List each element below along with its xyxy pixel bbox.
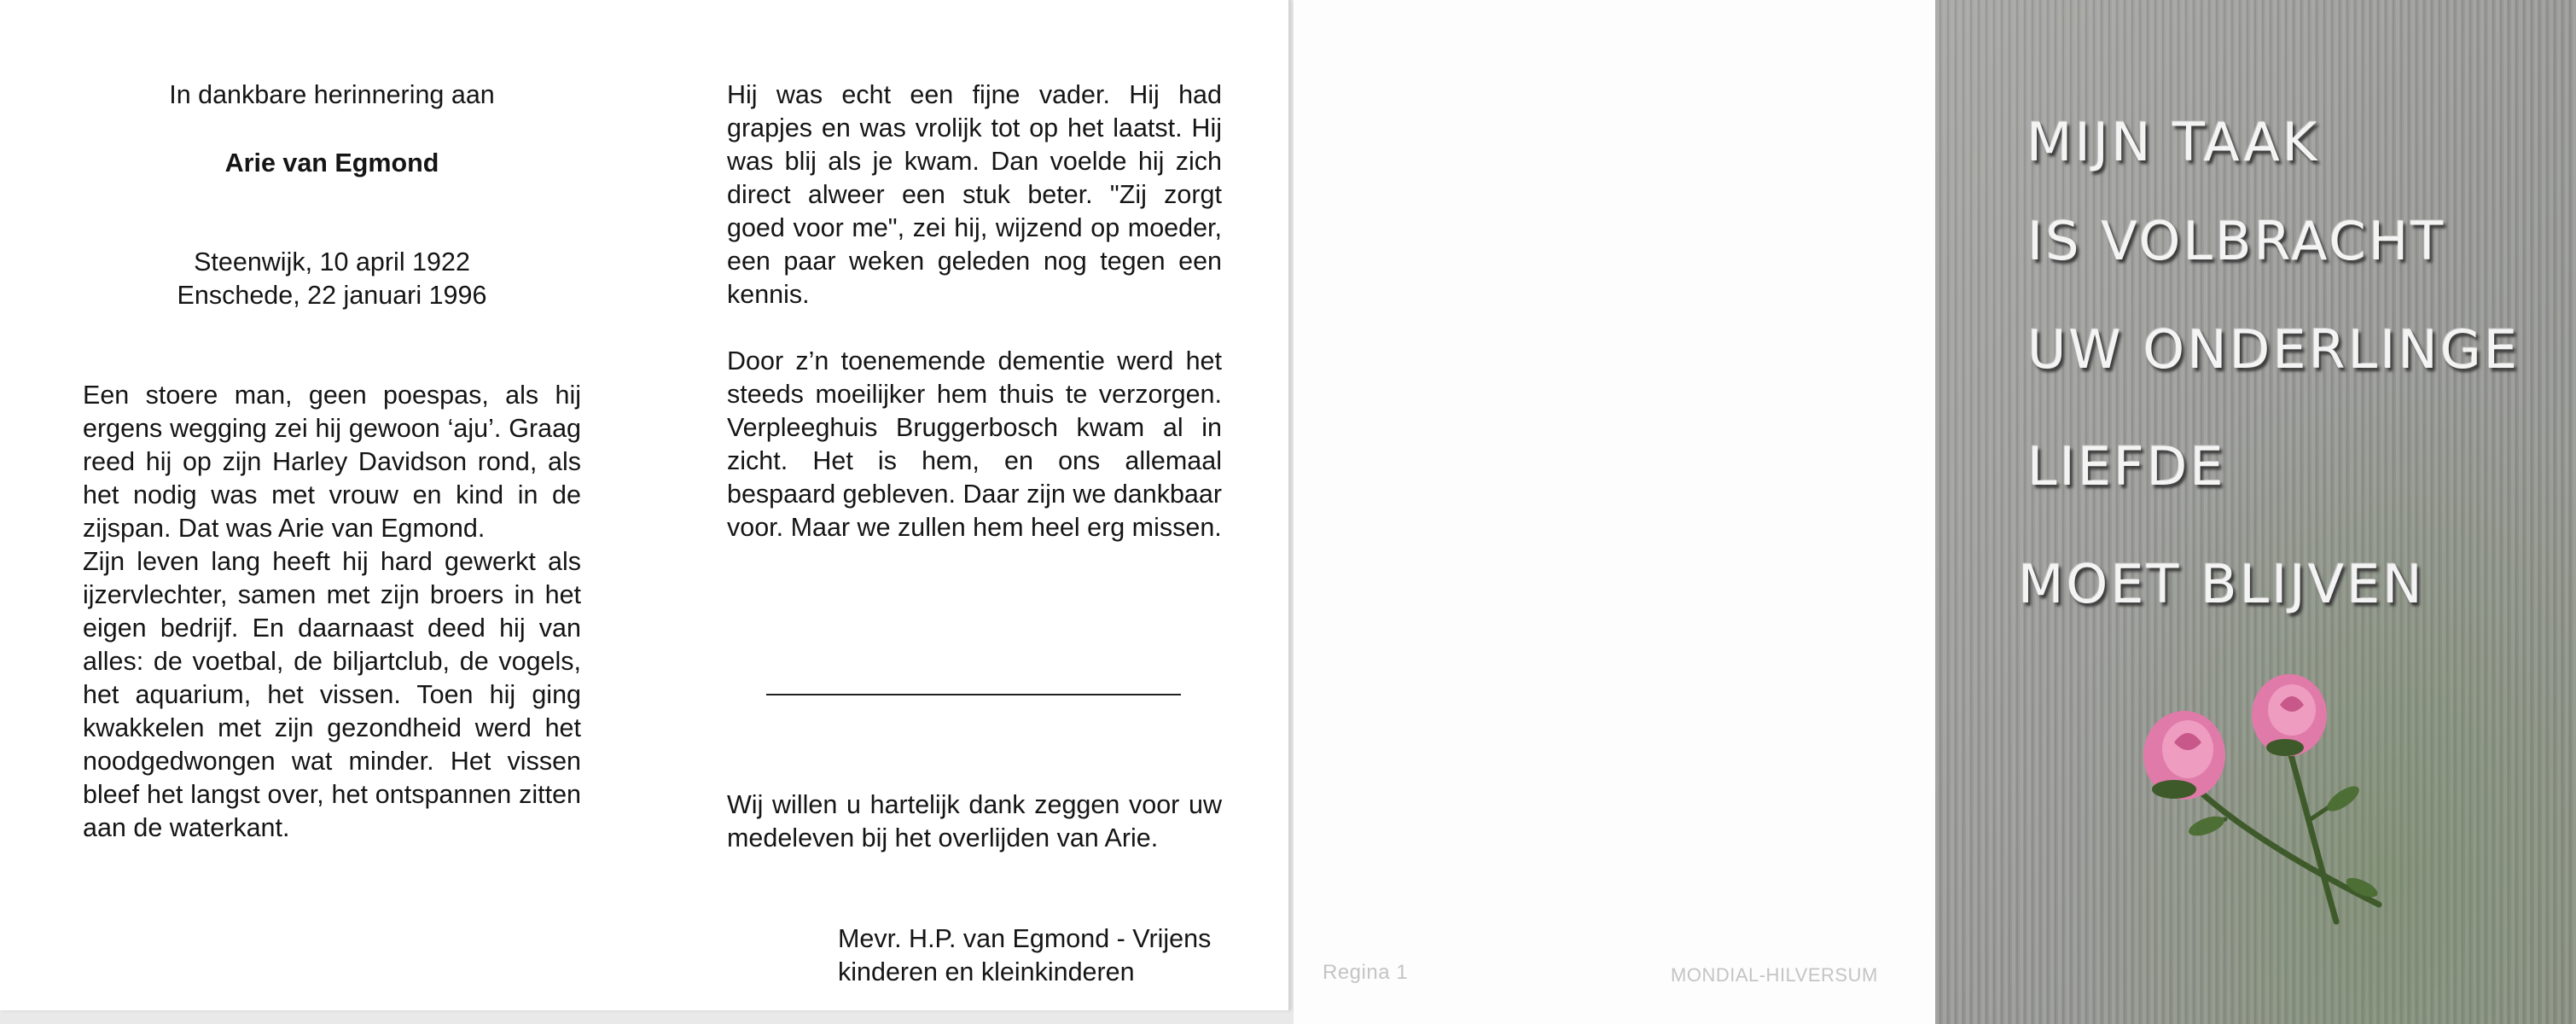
printer-imprint: MONDIAL-HILVERSUM xyxy=(1671,964,1878,986)
signature-block xyxy=(838,922,1230,989)
pink-rose-right xyxy=(2252,674,2327,756)
biography-paragraph-1: Een stoere man, geen poespas, als hij ergens wegging zei hij gewoon ‘aju’. Graag reed hij op zijn Harley Davidson rond, als het nodig was met vrouw en kind in de zijspan. Dat was Arie van Egmond. xyxy=(83,381,581,543)
birth-line: Steenwijk, 10 april 1922 xyxy=(194,247,470,276)
death-line: Enschede, 22 januari 1996 xyxy=(177,281,487,310)
divider-rule xyxy=(766,694,1181,695)
engraved-line-1: MIJN TAAK xyxy=(2026,111,2320,173)
engraved-line-3: UW ONDERLINGE xyxy=(2027,318,2520,381)
engraved-line-4: LIEFDE xyxy=(2027,435,2226,497)
biography-paragraph-2: Zijn leven lang heeft hij hard gewerkt als ijzervlechter, samen met zijn broers in het eigen bedrijf. En daarnaast deed hij van alles: de voetbal, de biljartclub, de vogels, het aquarium, het vissen. Toen hij ging kwakkelen met zijn gezondheid werd het noodgedwongen wat minder. Het vissen bleef het langst over, het ontspannen zitten aan de waterkant. xyxy=(83,547,581,842)
dementia-paragraph: Door z’n toenemende dementie werd het steeds moeilijker hem thuis te verzorgen. Verpleeghuis Bruggerbosch kwam al in zicht. Het is hem, en ons allemaal bespaard gebleven. Daar zijn we dankbaar voor. Maar we zullen hem heel erg missen. xyxy=(727,346,1222,542)
pink-rose-left xyxy=(2143,711,2225,800)
engraved-line-5: MOET BLIJVEN xyxy=(2018,553,2425,615)
biography xyxy=(83,379,581,845)
engraved-line-2: IS VOLBRACHT xyxy=(2027,210,2446,272)
signature-line-2: kinderen en kleinkinderen xyxy=(838,957,1135,986)
signature-line-1: Mevr. H.P. van Egmond - Vrijens xyxy=(838,924,1212,953)
memorial-photo xyxy=(1935,0,2576,1024)
right-column xyxy=(727,79,1222,986)
father-paragraph: Hij was echt een fijne vader. Hij had grapjes en was vrolijk tot op het laatst. Hij was blij als je kwam. Dan voelde hij zich direct alweer een stuk beter. "Zij zorgt goed voor me", zei hij, wijzend op moeder, een paar weken geleden nog tegen een kennis. xyxy=(727,80,1222,309)
deceased-name: Arie van Egmond xyxy=(224,148,439,177)
card-code: Regina 1 xyxy=(1323,961,1409,984)
card-inner-spread xyxy=(0,0,1290,1010)
memorial-heading: In dankbare herinnering aan xyxy=(169,80,495,109)
thanks-paragraph: Wij willen u hartelijk dank zeggen voor uw medeleven bij het overlijden van Arie. xyxy=(727,790,1222,852)
